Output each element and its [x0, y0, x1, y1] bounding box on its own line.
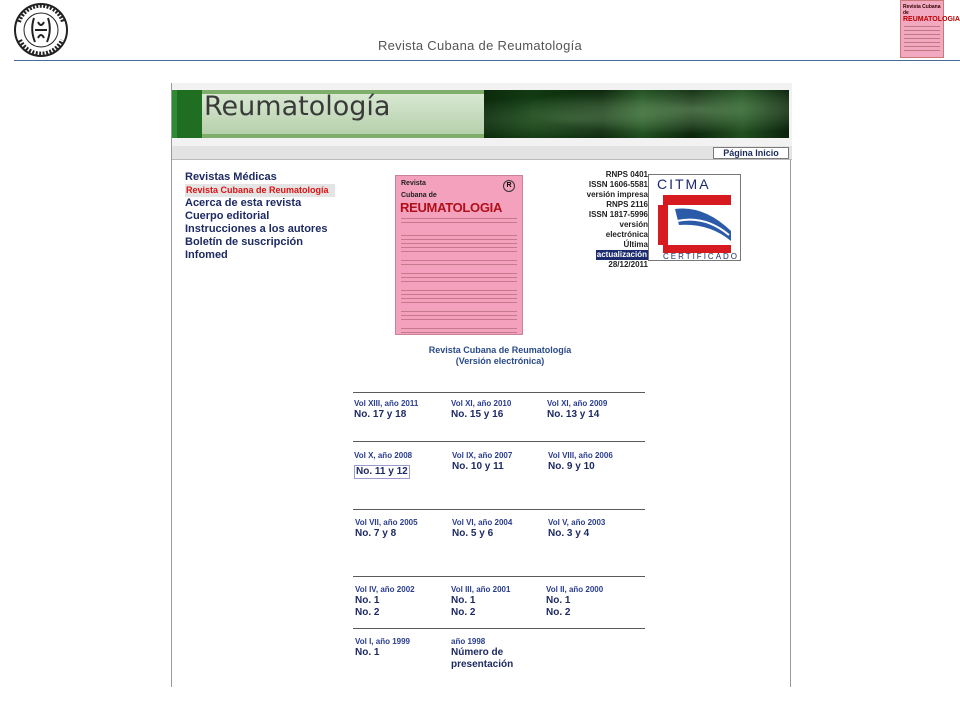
- issue-link[interactable]: No. 1: [546, 595, 571, 606]
- volume-label[interactable]: Vol II, año 2000: [546, 585, 604, 594]
- issue-link[interactable]: No. 1: [451, 595, 476, 606]
- issn-line: electrónica: [605, 230, 648, 239]
- issue-link[interactable]: No. 2: [355, 607, 380, 618]
- issue-link[interactable]: presentación: [451, 659, 514, 670]
- nav-bar: [172, 146, 792, 160]
- volume-entry[interactable]: [547, 398, 647, 421]
- volume-label[interactable]: Vol VI, año 2004: [452, 518, 513, 527]
- menu-item-infomed[interactable]: Infomed: [185, 249, 228, 261]
- divider-line: [353, 509, 645, 510]
- issue-link[interactable]: Número de: [451, 647, 504, 658]
- volume-label[interactable]: Vol XI, año 2009: [547, 399, 608, 408]
- last-update-date: 28/12/2011: [608, 260, 648, 269]
- volume-label[interactable]: Vol X, año 2008: [354, 451, 413, 460]
- volume-label[interactable]: Vol III, año 2001: [451, 585, 511, 594]
- menu-item-revistas[interactable]: Revistas Médicas: [185, 171, 277, 183]
- banner-title: Reumatología: [204, 91, 391, 122]
- divider-line: [353, 628, 645, 629]
- issn-line: ISSN 1817-5996: [588, 210, 648, 219]
- volume-label[interactable]: Vol IX, año 2007: [452, 451, 513, 460]
- issn-line: Última: [623, 240, 648, 249]
- volume-label[interactable]: año 1998: [451, 637, 486, 646]
- volume-entry[interactable]: [355, 517, 455, 540]
- home-button[interactable]: Página Inicio: [713, 147, 789, 159]
- journal-cover[interactable]: [395, 175, 523, 335]
- volume-label[interactable]: Vol I, año 1999: [355, 637, 410, 646]
- volume-entry[interactable]: [452, 517, 552, 540]
- header-divider: [14, 60, 960, 61]
- volume-entry[interactable]: [548, 450, 648, 473]
- site-banner: [172, 83, 792, 146]
- issue-link[interactable]: No. 1: [355, 647, 380, 658]
- cover-thumbnail: [900, 0, 960, 58]
- issue-link[interactable]: No. 3 y 4: [548, 528, 590, 539]
- volume-entry[interactable]: [452, 450, 552, 473]
- divider-line: [353, 576, 645, 577]
- menu-item-boletin[interactable]: Boletín de suscripción: [185, 236, 303, 248]
- citma-brand: CITMA: [657, 176, 711, 192]
- menu-item-acerca[interactable]: Acerca de esta revista: [185, 197, 302, 209]
- volume-entry[interactable]: [354, 450, 454, 479]
- issn-info: [556, 170, 648, 270]
- volume-label[interactable]: Vol XI, año 2010: [451, 399, 512, 408]
- issn-line: ISSN 1606-5581: [588, 180, 648, 189]
- cover-line2: Cubana de: [401, 192, 437, 199]
- issue-link[interactable]: No. 2: [546, 607, 571, 618]
- menu-item-revista-cubana[interactable]: Revista Cubana de Reumatología: [185, 184, 335, 197]
- issue-link[interactable]: No. 2: [451, 607, 476, 618]
- issue-link[interactable]: No. 9 y 10: [548, 461, 595, 472]
- volume-entry[interactable]: [451, 584, 551, 619]
- issue-link[interactable]: No. 13 y 14: [547, 409, 600, 420]
- divider-line: [353, 392, 645, 393]
- thumb-line2: REUMATOLOGIA: [903, 16, 960, 23]
- thumb-line1: Revista Cubana de: [903, 4, 941, 16]
- cover-seal: R: [503, 180, 515, 192]
- volume-entry[interactable]: [548, 517, 648, 540]
- menu-item-cuerpo-editorial[interactable]: Cuerpo editorial: [185, 210, 270, 222]
- volume-label[interactable]: Vol XIII, año 2011: [354, 399, 419, 408]
- website-screenshot: [171, 83, 791, 687]
- divider-line: [353, 441, 645, 442]
- volume-entry[interactable]: [451, 398, 551, 421]
- issue-link[interactable]: No. 17 y 18: [354, 409, 407, 420]
- volume-entry[interactable]: [354, 398, 454, 421]
- volume-entry[interactable]: [355, 636, 455, 659]
- issue-link[interactable]: No. 7 y 8: [355, 528, 397, 539]
- volume-entry[interactable]: [451, 636, 551, 671]
- citma-certified-logo[interactable]: [648, 174, 741, 261]
- issn-line: RNPS 2116: [606, 200, 648, 209]
- volume-entry[interactable]: [355, 584, 455, 619]
- journal-title-line1: Revista Cubana de Reumatología: [428, 345, 572, 355]
- issn-line: versión impresa: [586, 190, 648, 199]
- issue-link-focused[interactable]: No. 11 y 12: [356, 466, 408, 477]
- citma-certified: CERTIFICADO: [662, 252, 740, 261]
- volume-label[interactable]: Vol V, año 2003: [548, 518, 606, 527]
- cover-line1: Revista: [401, 180, 426, 187]
- cover-title: REUMATOLOGIA: [400, 200, 503, 215]
- volume-entry[interactable]: [546, 584, 646, 619]
- issn-line: versión: [619, 220, 648, 229]
- side-menu: [185, 171, 335, 262]
- journal-title-line2: (Versión electrónica): [455, 356, 545, 366]
- issue-link[interactable]: No. 1: [355, 595, 380, 606]
- menu-item-instrucciones[interactable]: Instrucciones a los autores: [185, 223, 328, 235]
- journal-title: [372, 345, 628, 367]
- volume-label[interactable]: Vol VIII, año 2006: [548, 451, 613, 460]
- issn-line: RNPS 0401: [605, 170, 648, 179]
- slide-title: Revista Cubana de Reumatología: [377, 38, 583, 53]
- issue-link[interactable]: No. 5 y 6: [452, 528, 494, 539]
- issue-link[interactable]: No. 15 y 16: [451, 409, 504, 420]
- issue-link[interactable]: No. 10 y 11: [452, 461, 504, 472]
- last-update-label: actualización: [596, 250, 647, 259]
- volume-label[interactable]: Vol IV, año 2002: [355, 585, 415, 594]
- volume-label[interactable]: Vol VII, año 2005: [355, 518, 418, 527]
